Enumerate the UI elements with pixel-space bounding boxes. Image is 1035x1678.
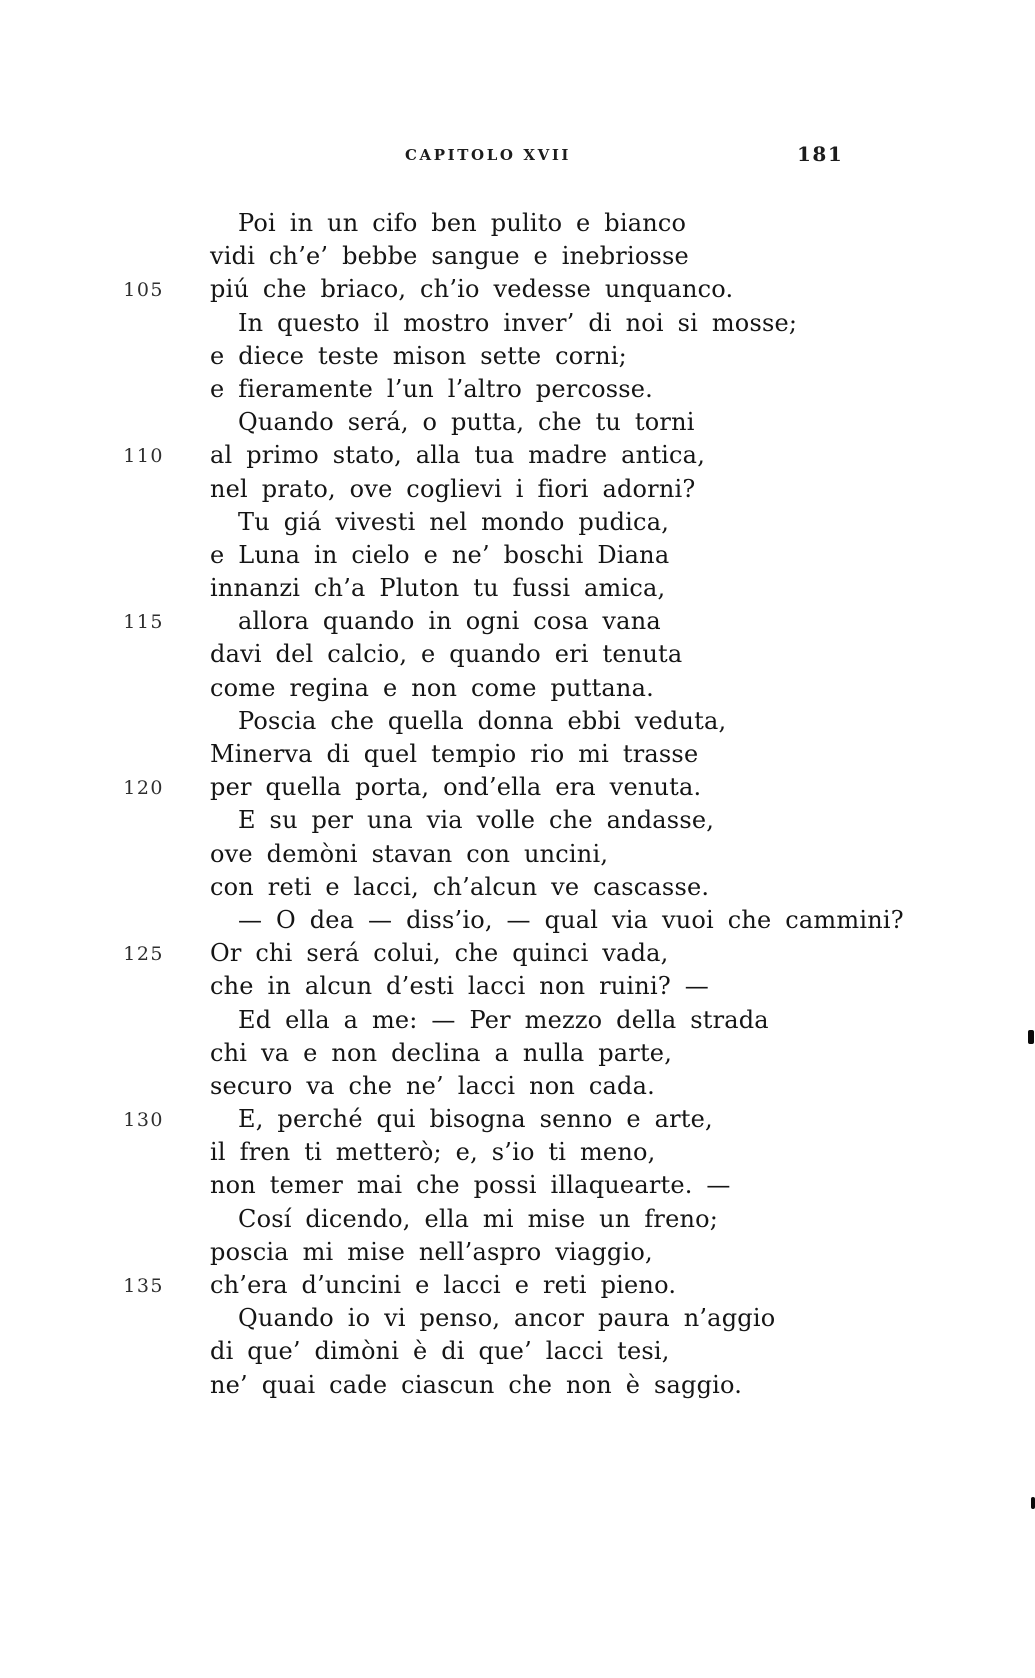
line-text: ne’ quai cade ciascun che non è saggio. <box>210 1370 743 1399</box>
poem-line <box>210 307 850 340</box>
poem-line <box>210 1037 850 1070</box>
line-text: securo va che ne’ lacci non cada. <box>210 1071 655 1100</box>
poem-line <box>210 871 850 904</box>
line-text: e diece teste mison sette corni; <box>210 341 627 370</box>
line-number: 105 <box>123 279 164 302</box>
line-text: Minerva di quel tempio rio mi trasse <box>210 740 699 768</box>
poem-line <box>210 1004 850 1037</box>
poem-line <box>210 506 850 539</box>
poem-line <box>210 473 850 506</box>
line-number: 130 <box>123 1109 164 1132</box>
line-text: con reti e lacci, ch’alcun ve cascasse. <box>210 872 710 901</box>
line-text: E su per una via volle che andasse, <box>238 806 715 835</box>
line-text: E, perché qui bisogna senno e arte, <box>238 1105 713 1134</box>
poem-line <box>210 672 850 705</box>
poem-line <box>210 1203 850 1236</box>
line-text: vidi ch’e’ bebbe sangue e inebriosse <box>210 242 689 271</box>
line-number: 110 <box>123 445 164 468</box>
ink-speck <box>1031 1497 1035 1509</box>
poem-line <box>210 1302 850 1335</box>
poem-line <box>210 1369 850 1402</box>
line-text: allora quando in ogni cosa vana <box>238 607 661 636</box>
line-text: — O dea — diss’io, — qual via vuoi che cammini? <box>238 905 904 934</box>
line-text: Tu giá vivesti nel mondo pudica, <box>238 507 670 536</box>
line-text: Ed ella a me: — Per mezzo della strada <box>238 1005 769 1034</box>
poem-line <box>210 1169 850 1202</box>
poem-line <box>123 771 850 804</box>
line-number: 115 <box>123 611 164 634</box>
poem-line <box>123 605 850 638</box>
line-text: innanzi ch’a Pluton tu fussi amica, <box>210 574 666 603</box>
poem-line <box>210 1136 850 1169</box>
line-text: ch’era d’uncini e lacci e reti pieno. <box>210 1271 677 1299</box>
line-text: piú che briaco, ch’io vedesse unquanco. <box>210 275 734 304</box>
line-text: di que’ dimòni è di que’ lacci tesi, <box>210 1337 670 1366</box>
line-text: ove demòni stavan con uncini, <box>210 839 609 868</box>
poem-line <box>123 273 850 306</box>
line-number: 135 <box>123 1275 164 1297</box>
poem-line <box>123 439 850 472</box>
line-text: Poscia che quella donna ebbi veduta, <box>238 706 727 735</box>
poem-line <box>210 572 850 605</box>
poem-line <box>210 970 850 1003</box>
line-text: poscia mi mise nell’aspro viaggio, <box>210 1237 653 1266</box>
line-text: non temer mai che possi illaquearte. — <box>210 1171 731 1200</box>
ink-speck <box>1028 1030 1034 1044</box>
line-text: al primo stato, alla tua madre antica, <box>210 441 706 470</box>
chapter-title: CAPITOLO XVII <box>405 146 572 164</box>
line-text: e Luna in cielo e ne’ boschi Diana <box>210 540 670 569</box>
line-text: per quella porta, ond’ella era venuta. <box>210 773 702 802</box>
line-text: Quando io vi penso, ancor paura n’aggio <box>238 1304 776 1333</box>
poem-line <box>210 705 850 738</box>
line-text: Quando será, o putta, che tu torni <box>238 408 695 437</box>
line-text: davi del calcio, e quando eri tenuta <box>210 640 683 669</box>
line-number: 120 <box>123 777 164 800</box>
poem-line <box>210 539 850 572</box>
poem-line <box>210 638 850 671</box>
poem <box>123 207 904 1402</box>
line-text: che in alcun d’esti lacci non ruini? — <box>210 972 709 1001</box>
poem-line <box>210 406 850 439</box>
poem-line <box>210 373 850 406</box>
poem-line <box>210 1070 850 1103</box>
poem-line <box>123 937 850 970</box>
line-text: Poi in un cifo ben pulito e bianco <box>238 209 687 237</box>
line-number: 125 <box>123 943 164 966</box>
poem-line <box>210 804 850 837</box>
line-text: In questo il mostro inver’ di noi si mosse; <box>238 308 798 337</box>
poem-line <box>210 838 850 871</box>
line-text: e fieramente l’un l’altro percosse. <box>210 374 653 403</box>
line-text: chi va e non declina a nulla parte, <box>210 1038 673 1067</box>
page-number: 181 <box>797 142 844 166</box>
poem-line <box>210 207 850 240</box>
line-text: nel prato, ove coglievi i fiori adorni? <box>210 474 696 503</box>
line-text: come regina e non come puttana. <box>210 673 654 702</box>
poem-line <box>210 1236 850 1269</box>
poem-line <box>210 240 850 273</box>
poem-line <box>210 1335 850 1368</box>
line-text: il fren ti metterò; e, s’io ti meno, <box>210 1138 656 1167</box>
poem-line <box>210 738 850 771</box>
line-text: Cosí dicendo, ella mi mise un freno; <box>238 1204 719 1233</box>
line-text: Or chi será colui, che quinci vada, <box>210 939 669 968</box>
poem-line <box>210 340 850 373</box>
poem-line <box>123 1269 850 1302</box>
poem-line <box>123 1103 850 1136</box>
poem-line <box>210 904 904 937</box>
